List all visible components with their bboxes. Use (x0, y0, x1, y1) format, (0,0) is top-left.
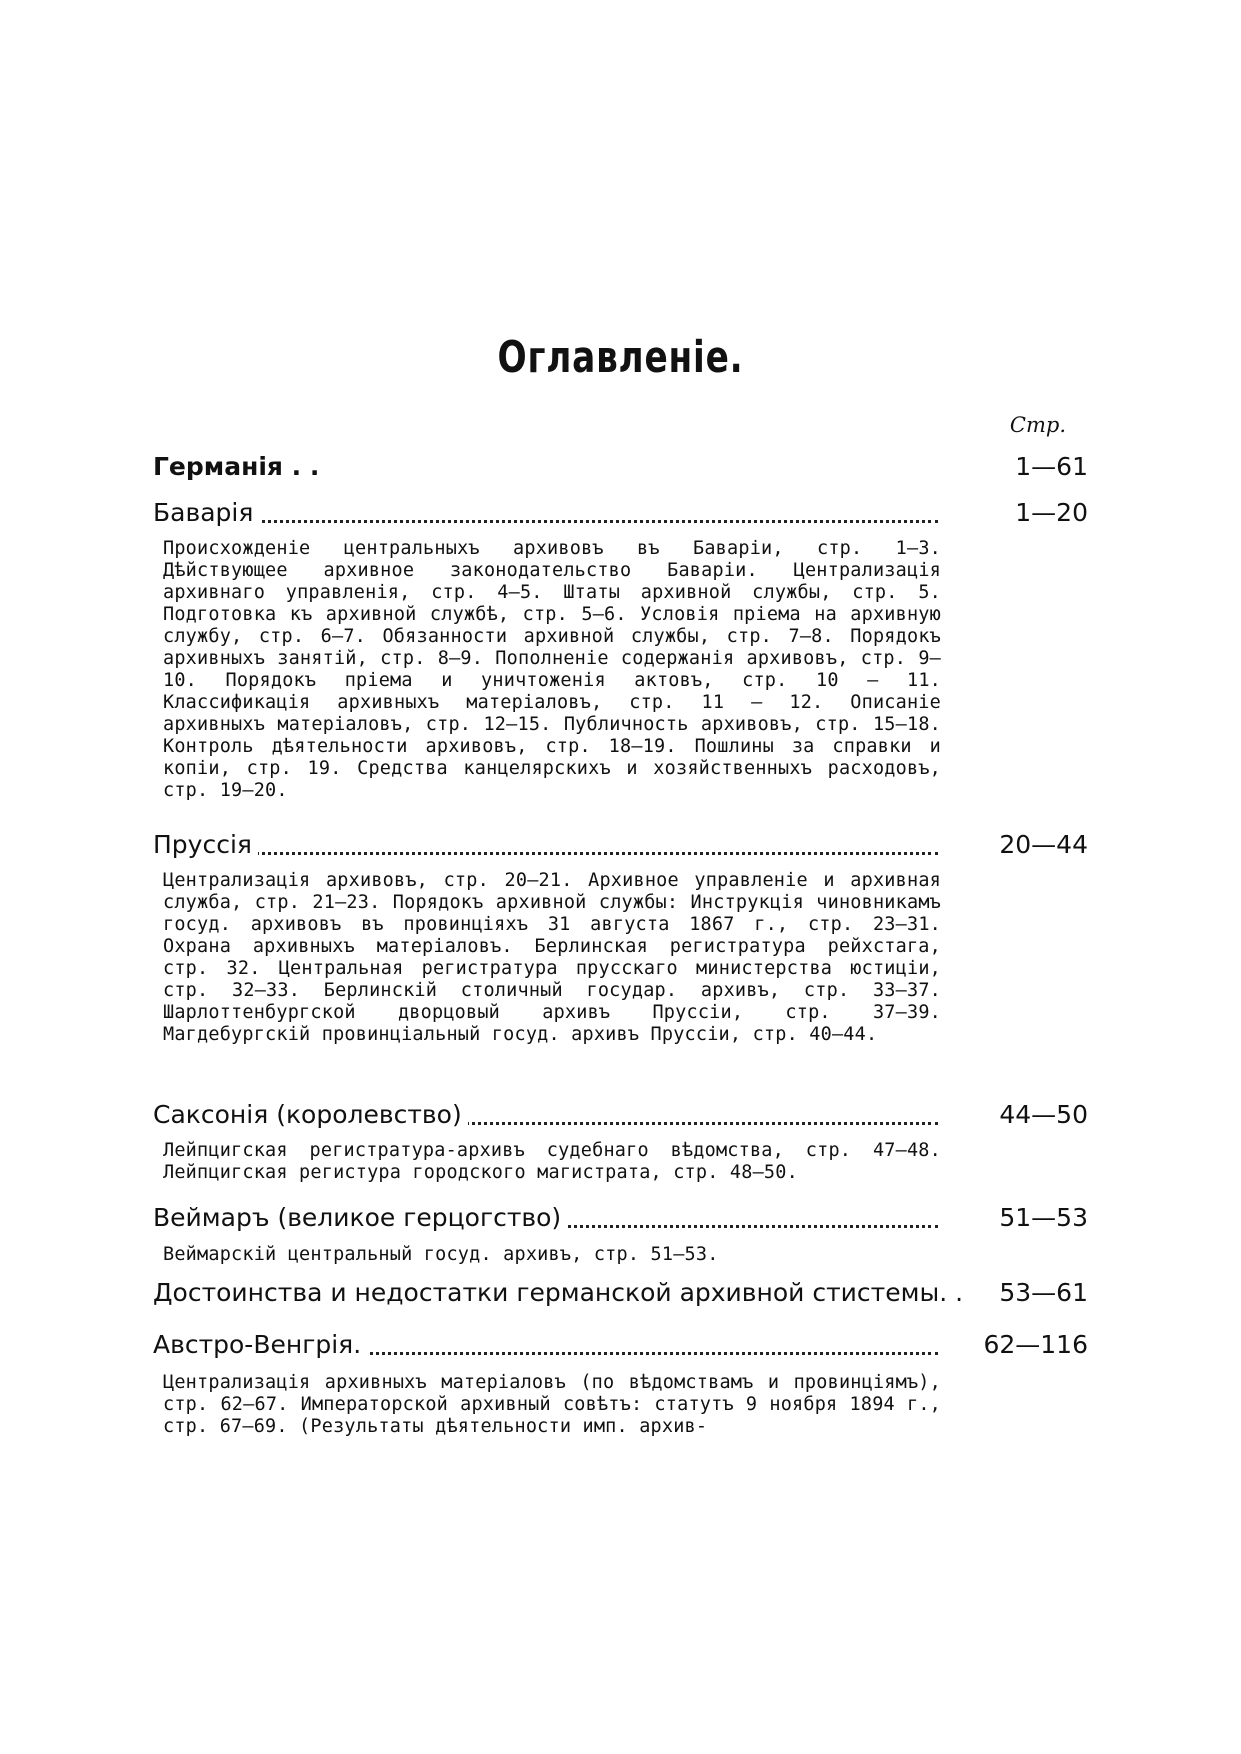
toc-page-range: 51—53 (999, 1203, 1088, 1232)
toc-entry-saxony (153, 1100, 1088, 1140)
toc-entry-weimar (153, 1203, 1088, 1243)
toc-page-range: 1—61 (1015, 452, 1088, 481)
page-column-header: Стр. (1009, 413, 1066, 437)
toc-entry-bavaria (153, 498, 1088, 538)
toc-page-range: 1—20 (1015, 498, 1088, 527)
toc-page-range: 53—61 (999, 1278, 1088, 1307)
toc-description: Централизація архивныхъ матеріаловъ (по вѣдомствамъ и провинціямъ), стр. 62—67. Императорской архивный совѣтъ: статутъ 9 ноября 1894 г., стр. 67—69. (Результаты дѣятельности имп. архив- (163, 1372, 941, 1437)
toc-heading: Баварія (153, 498, 259, 527)
dot-leader (153, 852, 938, 855)
toc-page-range: 44—50 (999, 1100, 1088, 1129)
toc-entry-merits (153, 1278, 1088, 1318)
toc-description: Происхожденіе центральныхъ архивовъ въ Баваріи, стр. 1—3. Дѣйствующее архивное законодательство Баваріи. Централизація архивнаго управленія, стр. 4—5. Штаты архивной службы, стр. 5. Подготовка къ архивной службѣ, стр. 5—6. Условія пріема на архивную службу, стр. 6—7. Обязанности архивной службы, стр. 7—8. Порядокъ архивныхъ занятій, стр. 8—9. Пополненіе содержанія архивовъ, стр. 9—10. Порядокъ пріема и уничтоженія актовъ, стр. 10 — 11. Классификація архивныхъ матеріаловъ, стр. 11 — 12. Описаніе архивныхъ матеріаловъ, стр. 12—15. Публичность архивовъ, стр. 15—18. Контроль дѣятельности архивовъ, стр. 18—19. Пошлины за справки и копіи, стр. 19. Средства канцелярскихъ и хозяйственныхъ расходовъ, стр. 19—20. (163, 538, 941, 801)
page-title: Оглавленіе. (497, 332, 744, 383)
toc-heading: Саксонія (королевство) (153, 1100, 468, 1129)
toc-heading: Германія . . (153, 452, 325, 481)
toc-page-range: 62—116 (983, 1330, 1088, 1359)
toc-description: Лейпцигская регистратура-архивъ судебнаго вѣдомства, стр. 47—48. Лейпцигская регистура городского магистрата, стр. 48—50. (163, 1140, 941, 1183)
toc-description: Централизація архивовъ, стр. 20—21. Архивное управленіе и архивная служба, стр. 21—23. Порядокъ архивной службы: Инструкція чиновникамъ госуд. архивовъ въ провинціяхъ 31 августа 1867 г., стр. 23—31. Охрана архивныхъ матеріаловъ. Берлинская регистратура рейхстага, стр. 32. Центральная регистратура прусскаго министерства юстиціи, стр. 32—33. Берлинскій столичный государ. архивъ, стр. 33—37. Шарлоттенбургской дворцовый архивъ Пруссіи, стр. 37—39. Магдебургскій провинціальный госуд. архивъ Пруссіи, стр. 40—44. (163, 870, 941, 1045)
toc-entry-germany (153, 452, 1088, 492)
dot-leader (153, 520, 938, 523)
toc-page-range: 20—44 (999, 830, 1088, 859)
toc-heading: Пруссія (153, 830, 258, 859)
toc-heading: Достоинства и недостатки германской архивной стистемы. . (153, 1278, 969, 1307)
toc-entry-prussia (153, 830, 1088, 870)
toc-heading: Веймаръ (великое герцогство) (153, 1203, 567, 1232)
toc-description: Веймарскій центральный госуд. архивъ, стр. 51—53. (163, 1244, 719, 1265)
toc-entry-austria-hungary (153, 1330, 1088, 1370)
toc-heading: Австро-Венгрія. (153, 1330, 367, 1359)
